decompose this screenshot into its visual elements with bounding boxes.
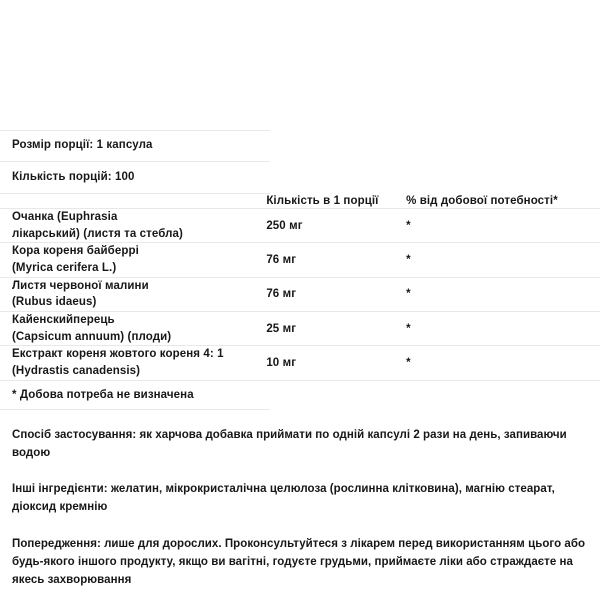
ingredient-daily-value: * xyxy=(406,312,600,346)
ingredient-name-line2: (Myrica cerifera L.) xyxy=(12,261,117,274)
ingredient-amount: 250 мг xyxy=(266,208,406,242)
ingredient-name-line2: (Hydrastis canadensis) xyxy=(12,365,141,378)
ingredient-daily-value: * xyxy=(406,243,600,277)
ingredient-name: Екстракт кореня жовтого кореня 4: 1 xyxy=(12,348,224,361)
ingredient-name-cell xyxy=(0,346,266,380)
ingredient-name-cell xyxy=(0,208,266,242)
table-row xyxy=(0,346,600,380)
table-row xyxy=(0,208,600,242)
ingredient-name: Кайенскийперець xyxy=(12,314,115,326)
ingredient-name-line2: лікарський) (листя та стебла) xyxy=(12,227,183,240)
ingredient-name-line2: (Rubus idaeus) xyxy=(12,296,97,309)
other-ingredients-paragraph: Інші інгредієнти: желатин, мікрокристалічна целюлоза (рослинна клітковина), магнію стеарат, діоксид кремнію xyxy=(12,483,555,514)
top-spacer xyxy=(0,0,600,130)
ingredient-name: Очанка (Euphrasia xyxy=(12,210,118,223)
table-row xyxy=(0,312,600,346)
ingredient-daily-value: * xyxy=(406,208,600,242)
ingredient-name-cell xyxy=(0,277,266,311)
ingredient-name: Листя червоної малини xyxy=(12,279,149,292)
servings-per-container-label: Кількість порцій: 100 xyxy=(12,170,135,183)
supplement-facts-table xyxy=(0,194,600,381)
ingredient-amount: 25 мг xyxy=(266,312,406,346)
ingredient-amount: 76 мг xyxy=(266,277,406,311)
column-header-percent-daily-value: % від добової потебності* xyxy=(406,194,600,209)
ingredient-name-cell xyxy=(0,243,266,277)
ingredient-name-cell xyxy=(0,312,266,346)
serving-size-label: Розмір порції: 1 капсула xyxy=(12,139,153,151)
daily-value-footnote xyxy=(0,381,600,410)
column-header-amount-per-serving: Кількість в 1 порції xyxy=(266,194,406,209)
ingredient-amount: 10 мг xyxy=(266,346,406,380)
ingredient-name: Кора кореня байберрі xyxy=(12,245,139,258)
servings-per-container-row xyxy=(0,162,600,194)
ingredient-daily-value: * xyxy=(406,346,600,380)
serving-size-row xyxy=(0,130,600,162)
ingredient-amount: 76 мг xyxy=(266,243,406,277)
table-header-row xyxy=(0,194,600,209)
footnote-text: * Добова потреба не визначена xyxy=(12,388,194,401)
directions-paragraph: Спосіб застосування: як харчова добавка приймати по одній капсулі 2 рази на день, запиваючи водою xyxy=(12,428,567,459)
table-row xyxy=(0,243,600,277)
ingredient-daily-value: * xyxy=(406,277,600,311)
column-header-ingredient xyxy=(0,194,266,209)
ingredient-name-line2: (Capsicum annuum) (плоди) xyxy=(12,330,172,343)
warning-paragraph: Попередження: лише для дорослих. Проконсультуйтеся з лікарем перед використанням цього або будь-якого іншого продукту, якщо ви вагітні, годуєте грудьми, приймаєте ліки або страждаєте на якесь захворювання xyxy=(12,537,586,586)
table-row xyxy=(0,277,600,311)
